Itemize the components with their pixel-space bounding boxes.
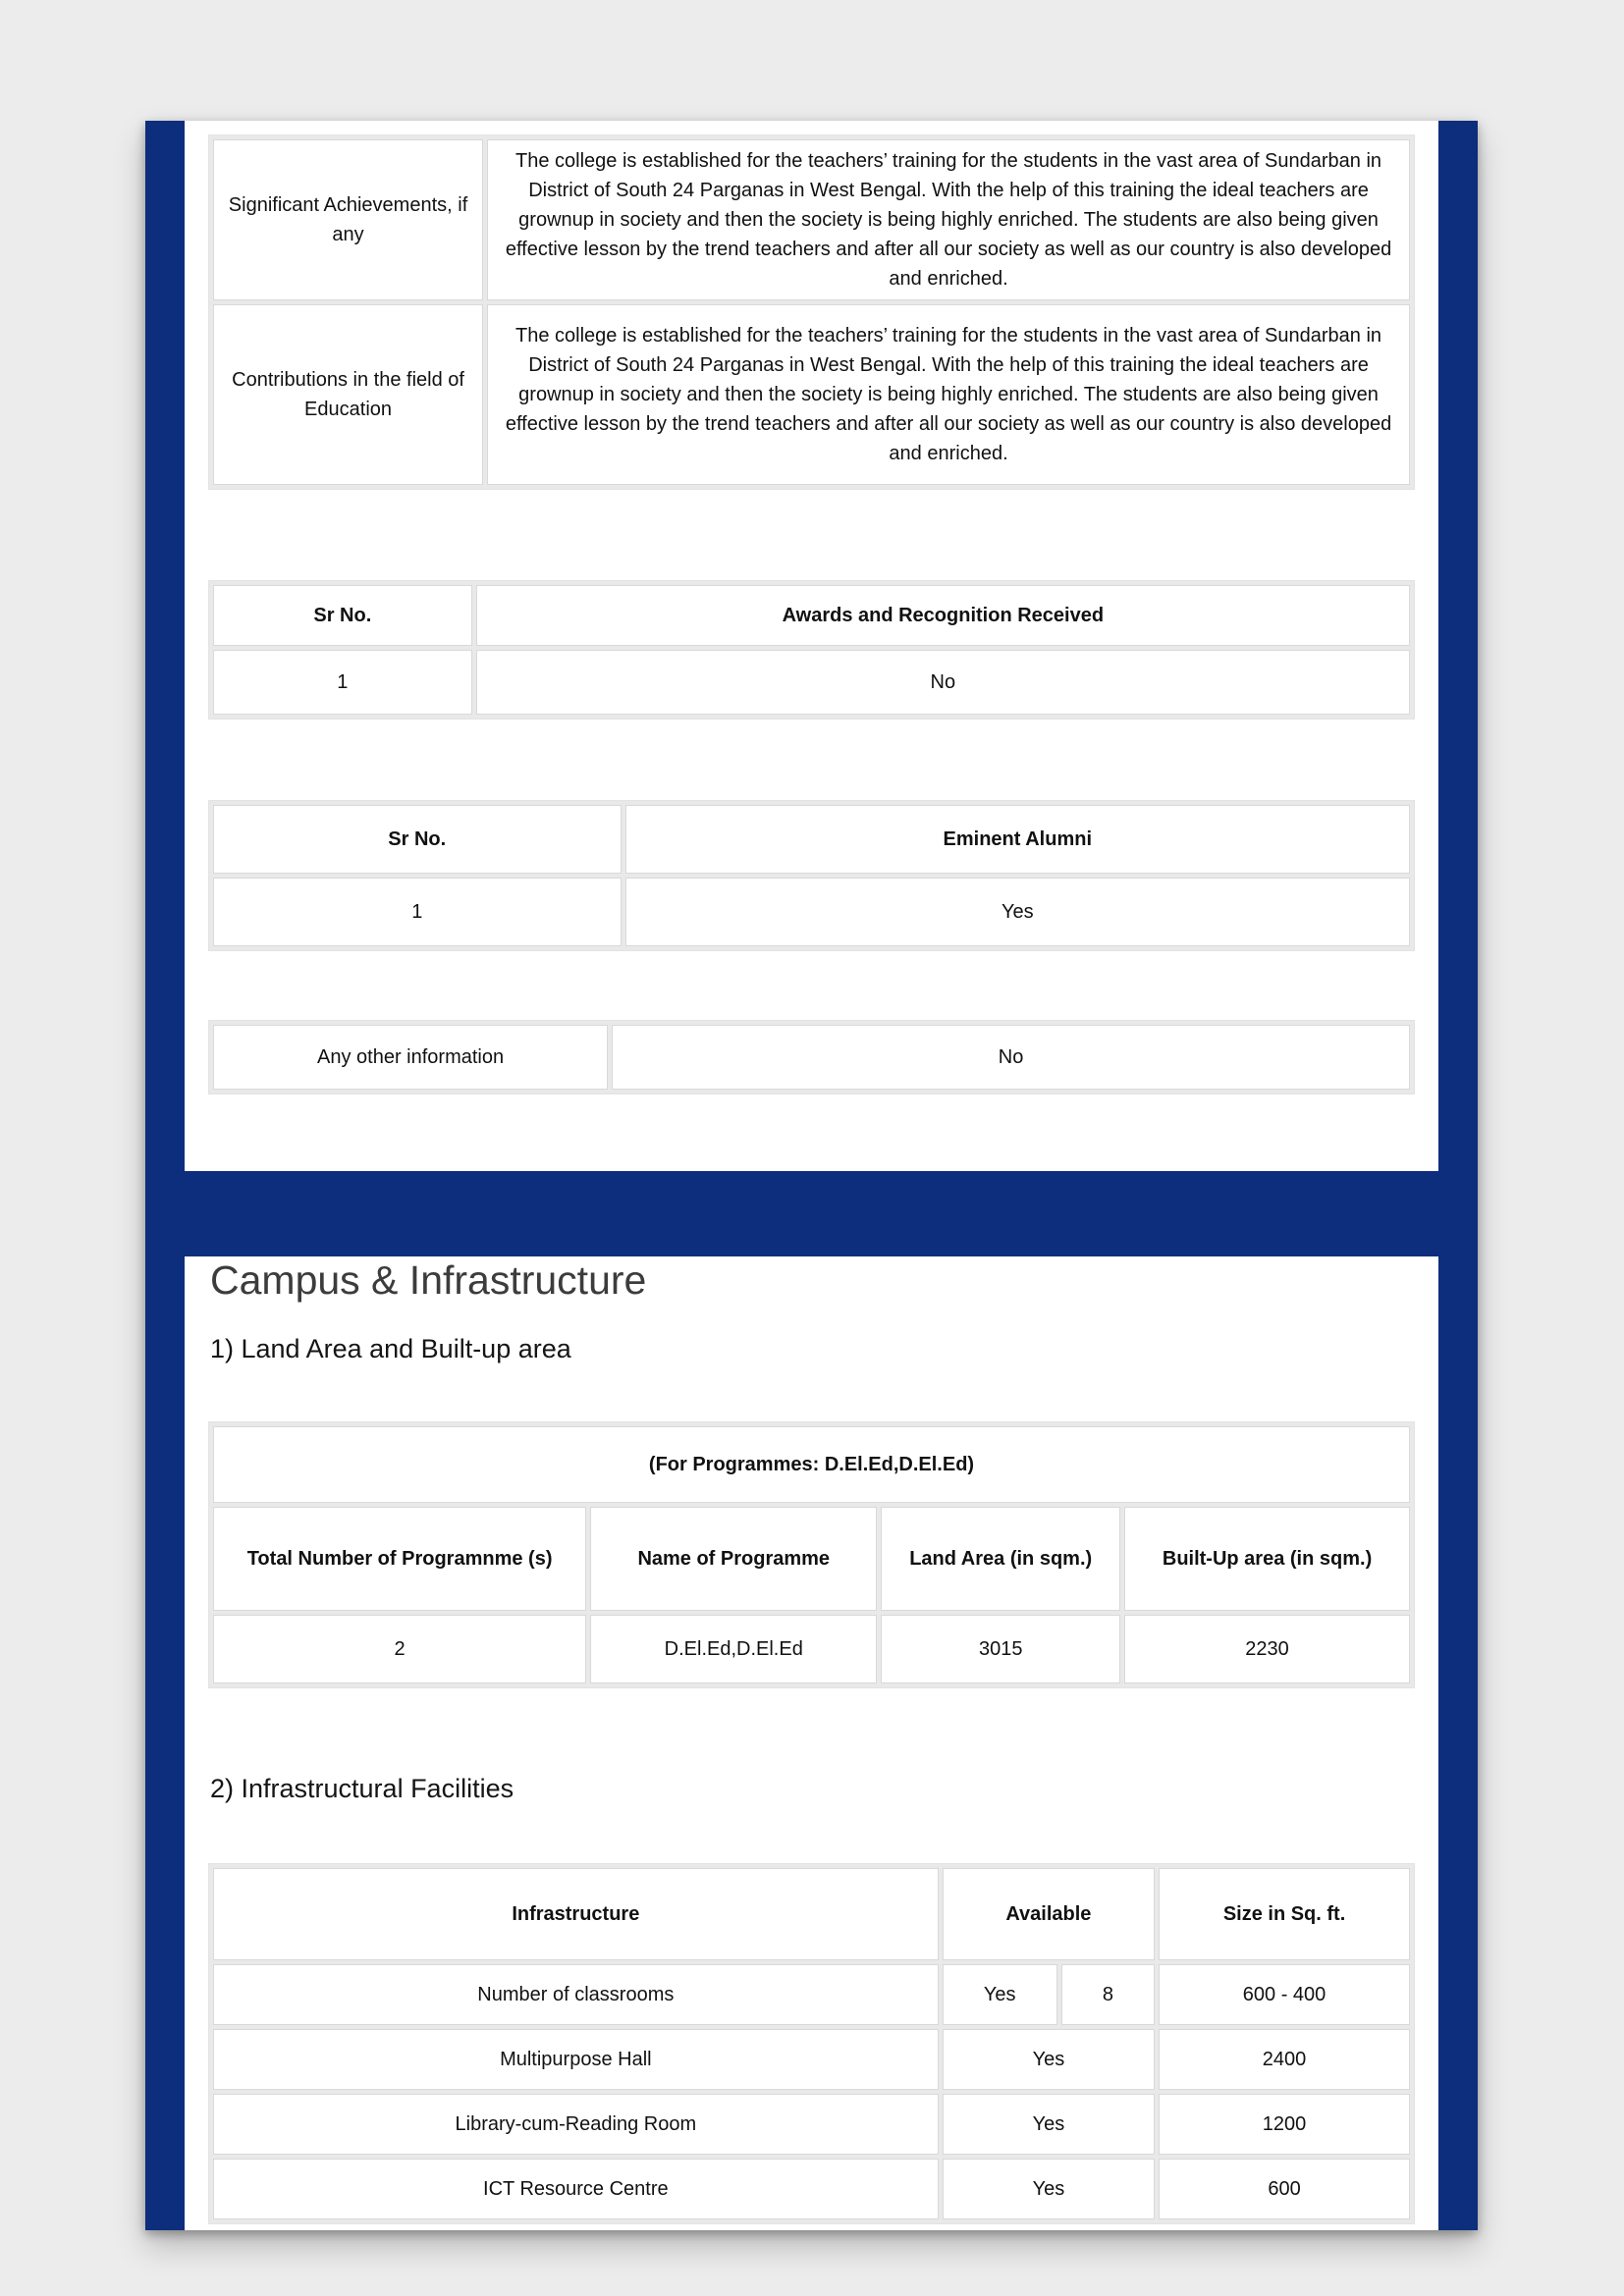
significant-achievements-label: Significant Achievements, if any xyxy=(213,139,483,300)
classrooms-available: Yes xyxy=(943,1964,1057,2025)
table-row xyxy=(213,1964,1410,2025)
classrooms-label: Number of classrooms xyxy=(213,1964,939,2025)
classrooms-size: 600 - 400 xyxy=(1159,1964,1410,2025)
ict-centre-label: ICT Resource Centre xyxy=(213,2159,939,2219)
alumni-table xyxy=(208,800,1415,951)
land-area-header: Land Area (in sqm.) xyxy=(881,1507,1120,1611)
table-row xyxy=(213,650,1410,715)
details-table xyxy=(208,134,1415,490)
awards-table xyxy=(208,580,1415,720)
builtup-area-cell: 2230 xyxy=(1124,1615,1410,1683)
alumni-header: Eminent Alumni xyxy=(625,805,1410,874)
library-available: Yes xyxy=(943,2094,1155,2155)
programme-name-header: Name of Programme xyxy=(590,1507,877,1611)
builtup-area-header: Built-Up area (in sqm.) xyxy=(1124,1507,1410,1611)
table-row xyxy=(213,2094,1410,2155)
alumni-srno-cell: 1 xyxy=(213,878,622,946)
total-programmes-header: Total Number of Programnme (s) xyxy=(213,1507,586,1611)
table-header-row xyxy=(213,585,1410,646)
table-header-row xyxy=(213,805,1410,874)
awards-header: Awards and Recognition Received xyxy=(476,585,1410,646)
infrastructural-facilities-heading: 2) Infrastructural Facilities xyxy=(210,1774,514,1803)
land-area-cell: 3015 xyxy=(881,1615,1120,1683)
other-info-value: No xyxy=(612,1025,1410,1090)
land-area-heading: 1) Land Area and Built-up area xyxy=(210,1334,571,1363)
page-divider xyxy=(185,1171,1438,1213)
land-area-table xyxy=(208,1421,1415,1688)
multipurpose-hall-label: Multipurpose Hall xyxy=(213,2029,939,2090)
ict-centre-available: Yes xyxy=(943,2159,1155,2219)
other-info-table xyxy=(208,1020,1415,1095)
report-page-1 xyxy=(185,121,1438,1171)
table-row xyxy=(213,2029,1410,2090)
ict-centre-size: 600 xyxy=(1159,2159,1410,2219)
awards-value-cell: No xyxy=(476,650,1410,715)
table-row xyxy=(213,2159,1410,2219)
programme-name-cell: D.El.Ed,D.El.Ed xyxy=(590,1615,877,1683)
alumni-value-cell: Yes xyxy=(625,878,1410,946)
other-info-label: Any other information xyxy=(213,1025,608,1090)
library-label: Library-cum-Reading Room xyxy=(213,2094,939,2155)
table-row xyxy=(213,1025,1410,1090)
multipurpose-hall-size: 2400 xyxy=(1159,2029,1410,2090)
awards-srno-header: Sr No. xyxy=(213,585,472,646)
programmes-span-header: (For Programmes: D.El.Ed,D.El.Ed) xyxy=(213,1426,1410,1503)
table-row xyxy=(213,878,1410,946)
significant-achievements-value: The college is established for the teachers’ training for the students in the vast area of Sundarban in District of South 24 Parganas in West Bengal. With the help of this training the ideal teachers are grownup in society and then the society is being highly enriched. The students are also being given effective lesson by the trend teachers and after all our society as well as our country is also developed and enriched. xyxy=(487,139,1410,300)
size-header: Size in Sq. ft. xyxy=(1159,1868,1410,1960)
total-programmes-cell: 2 xyxy=(213,1615,586,1683)
infrastructure-table xyxy=(208,1863,1415,2224)
campus-infrastructure-title: Campus & Infrastructure xyxy=(210,1257,647,1303)
classrooms-count: 8 xyxy=(1061,1964,1155,2025)
table-row xyxy=(213,139,1410,300)
table-row xyxy=(213,1615,1410,1683)
report-page-2 xyxy=(185,1256,1438,2230)
table-header-row xyxy=(213,1507,1410,1611)
report-sheet xyxy=(145,121,1478,2230)
table-header-row xyxy=(213,1868,1410,1960)
alumni-srno-header: Sr No. xyxy=(213,805,622,874)
infrastructure-header: Infrastructure xyxy=(213,1868,939,1960)
awards-srno-cell: 1 xyxy=(213,650,472,715)
available-header: Available xyxy=(943,1868,1155,1960)
table-row xyxy=(213,304,1410,485)
contributions-label: Contributions in the field of Education xyxy=(213,304,483,485)
contributions-value: The college is established for the teachers’ training for the students in the vast area of Sundarban in District of South 24 Parganas in West Bengal. With the help of this training the ideal teachers are grownup in society and then the society is being highly enriched. The students are also being given effective lesson by the trend teachers and after all our society as well as our country is also developed and enriched. xyxy=(487,304,1410,485)
table-span-header-row xyxy=(213,1426,1410,1503)
library-size: 1200 xyxy=(1159,2094,1410,2155)
multipurpose-hall-available: Yes xyxy=(943,2029,1155,2090)
